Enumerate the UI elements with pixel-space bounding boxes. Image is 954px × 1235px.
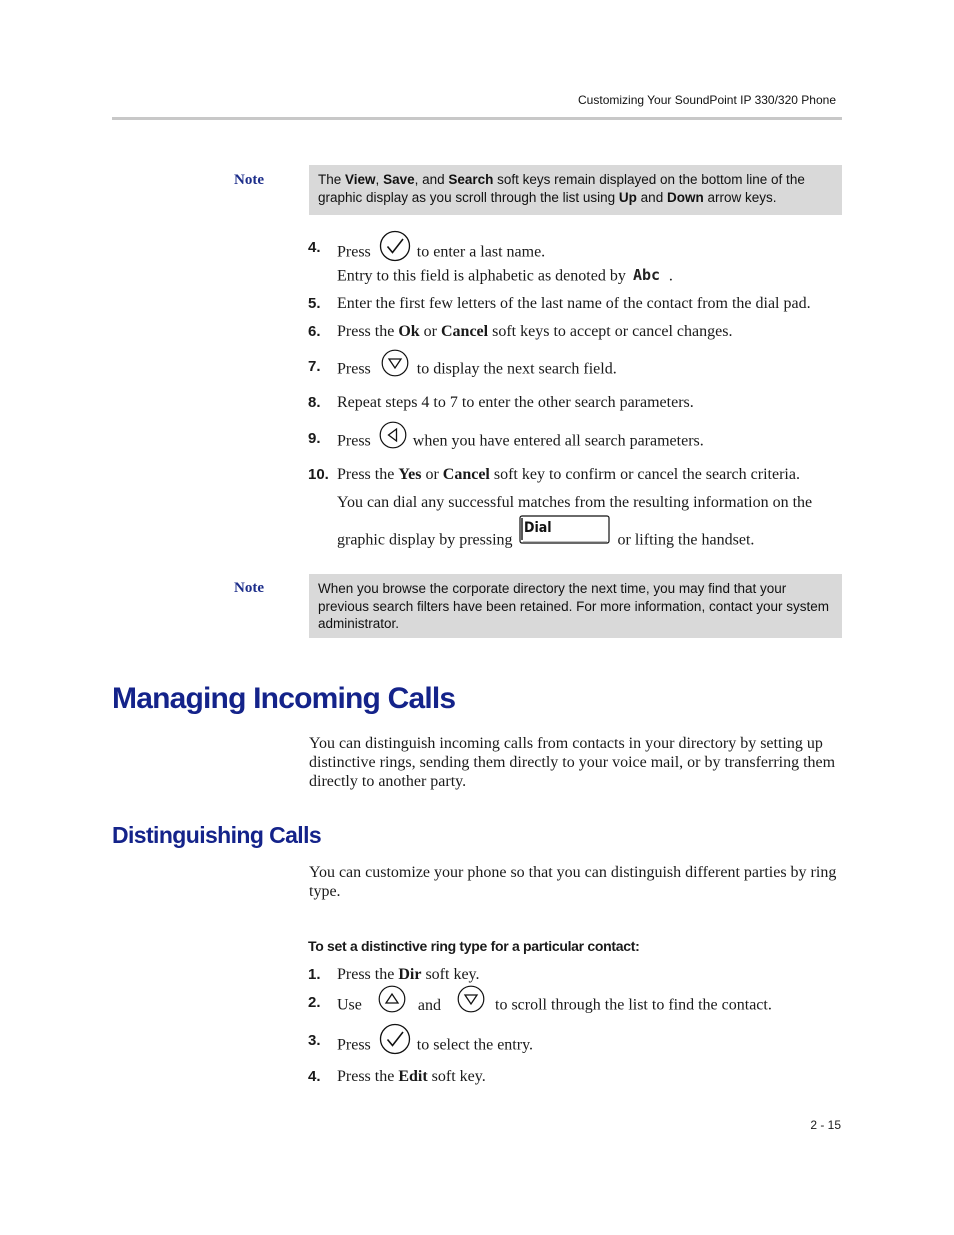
step-number: 3. bbox=[308, 1032, 321, 1049]
step-text: Press the Dir soft key. bbox=[337, 966, 480, 983]
step-subtext: You can dial any successful matches from the resulting information on the bbox=[337, 494, 813, 511]
select-check-icon bbox=[379, 1023, 411, 1061]
note-label: Note bbox=[234, 580, 264, 596]
subsection-title: Distinguishing Calls bbox=[112, 822, 322, 848]
running-header: Customizing Your SoundPoint IP 330/320 Phone bbox=[578, 93, 836, 107]
note-box: The View, Save, and Search soft keys remain displayed on the bottom line of the graphic display as you scroll through the list using Up and Down arrow keys. bbox=[309, 165, 842, 215]
step-number: 5. bbox=[308, 295, 321, 312]
step-number: 1. bbox=[308, 966, 321, 983]
down-arrow-icon bbox=[381, 349, 409, 383]
left-arrow-icon bbox=[379, 421, 407, 455]
step-text: Enter the first few letters of the last name of the contact from the dial pad. bbox=[337, 295, 811, 312]
down-arrow-icon bbox=[457, 985, 485, 1019]
step-text: Press the Yes or Cancel soft key to confirm or cancel the search criteria. bbox=[337, 466, 800, 483]
step-number: 2. bbox=[308, 994, 321, 1011]
step-number: 8. bbox=[308, 394, 321, 411]
step-text: Press to enter a last name. bbox=[337, 238, 545, 268]
select-check-icon bbox=[379, 230, 411, 268]
section-title: Managing Incoming Calls bbox=[112, 682, 456, 715]
step-number: 4. bbox=[308, 1068, 321, 1085]
section-intro: You can distinguish incoming calls from contacts in your directory by setting up distinctive rings, sending them directly to your voice mail, or by transferring them directly to another party. bbox=[309, 735, 836, 790]
step-text: Press to display the next search field. bbox=[337, 357, 617, 383]
step-number: 6. bbox=[308, 323, 321, 340]
page-number: 2 - 15 bbox=[810, 1118, 841, 1132]
dial-soft-key-icon bbox=[519, 514, 611, 552]
step-number: 4. bbox=[308, 239, 321, 256]
note-box: When you browse the corporate directory the next time, you may find that your previous search filters have been retained. For more information, contact your system administrator. bbox=[309, 574, 842, 638]
step-text: Press when you have entered all search parameters. bbox=[337, 429, 704, 455]
header-rule bbox=[112, 117, 842, 120]
step-number: 9. bbox=[308, 430, 321, 447]
step-subtext: graphic display by pressing Dial or lifting the handset. bbox=[337, 530, 754, 552]
step-text: Press the Ok or Cancel soft keys to accept or cancel changes. bbox=[337, 323, 733, 340]
step-subtext: Entry to this field is alphabetic as denoted by Abc . bbox=[337, 266, 673, 288]
svg-text:Dial: Dial bbox=[523, 520, 552, 536]
step-text: Press to select the entry. bbox=[337, 1031, 533, 1061]
step-text: Press the Edit soft key. bbox=[337, 1068, 486, 1085]
subsection-intro: You can customize your phone so that you can distinguish different parties by ring type. bbox=[309, 864, 837, 900]
abc-indicator-icon bbox=[633, 266, 669, 288]
step-text: Use and to scroll through the list to find the contact. bbox=[337, 993, 772, 1019]
note-label: Note bbox=[234, 172, 264, 188]
procedure-heading: To set a distinctive ring type for a particular contact: bbox=[308, 938, 640, 954]
up-arrow-icon bbox=[378, 985, 406, 1019]
step-text: Repeat steps 4 to 7 to enter the other search parameters. bbox=[337, 394, 694, 411]
step-number: 10. bbox=[308, 466, 329, 483]
svg-text:Abc: Abc bbox=[632, 266, 660, 282]
step-number: 7. bbox=[308, 358, 321, 375]
